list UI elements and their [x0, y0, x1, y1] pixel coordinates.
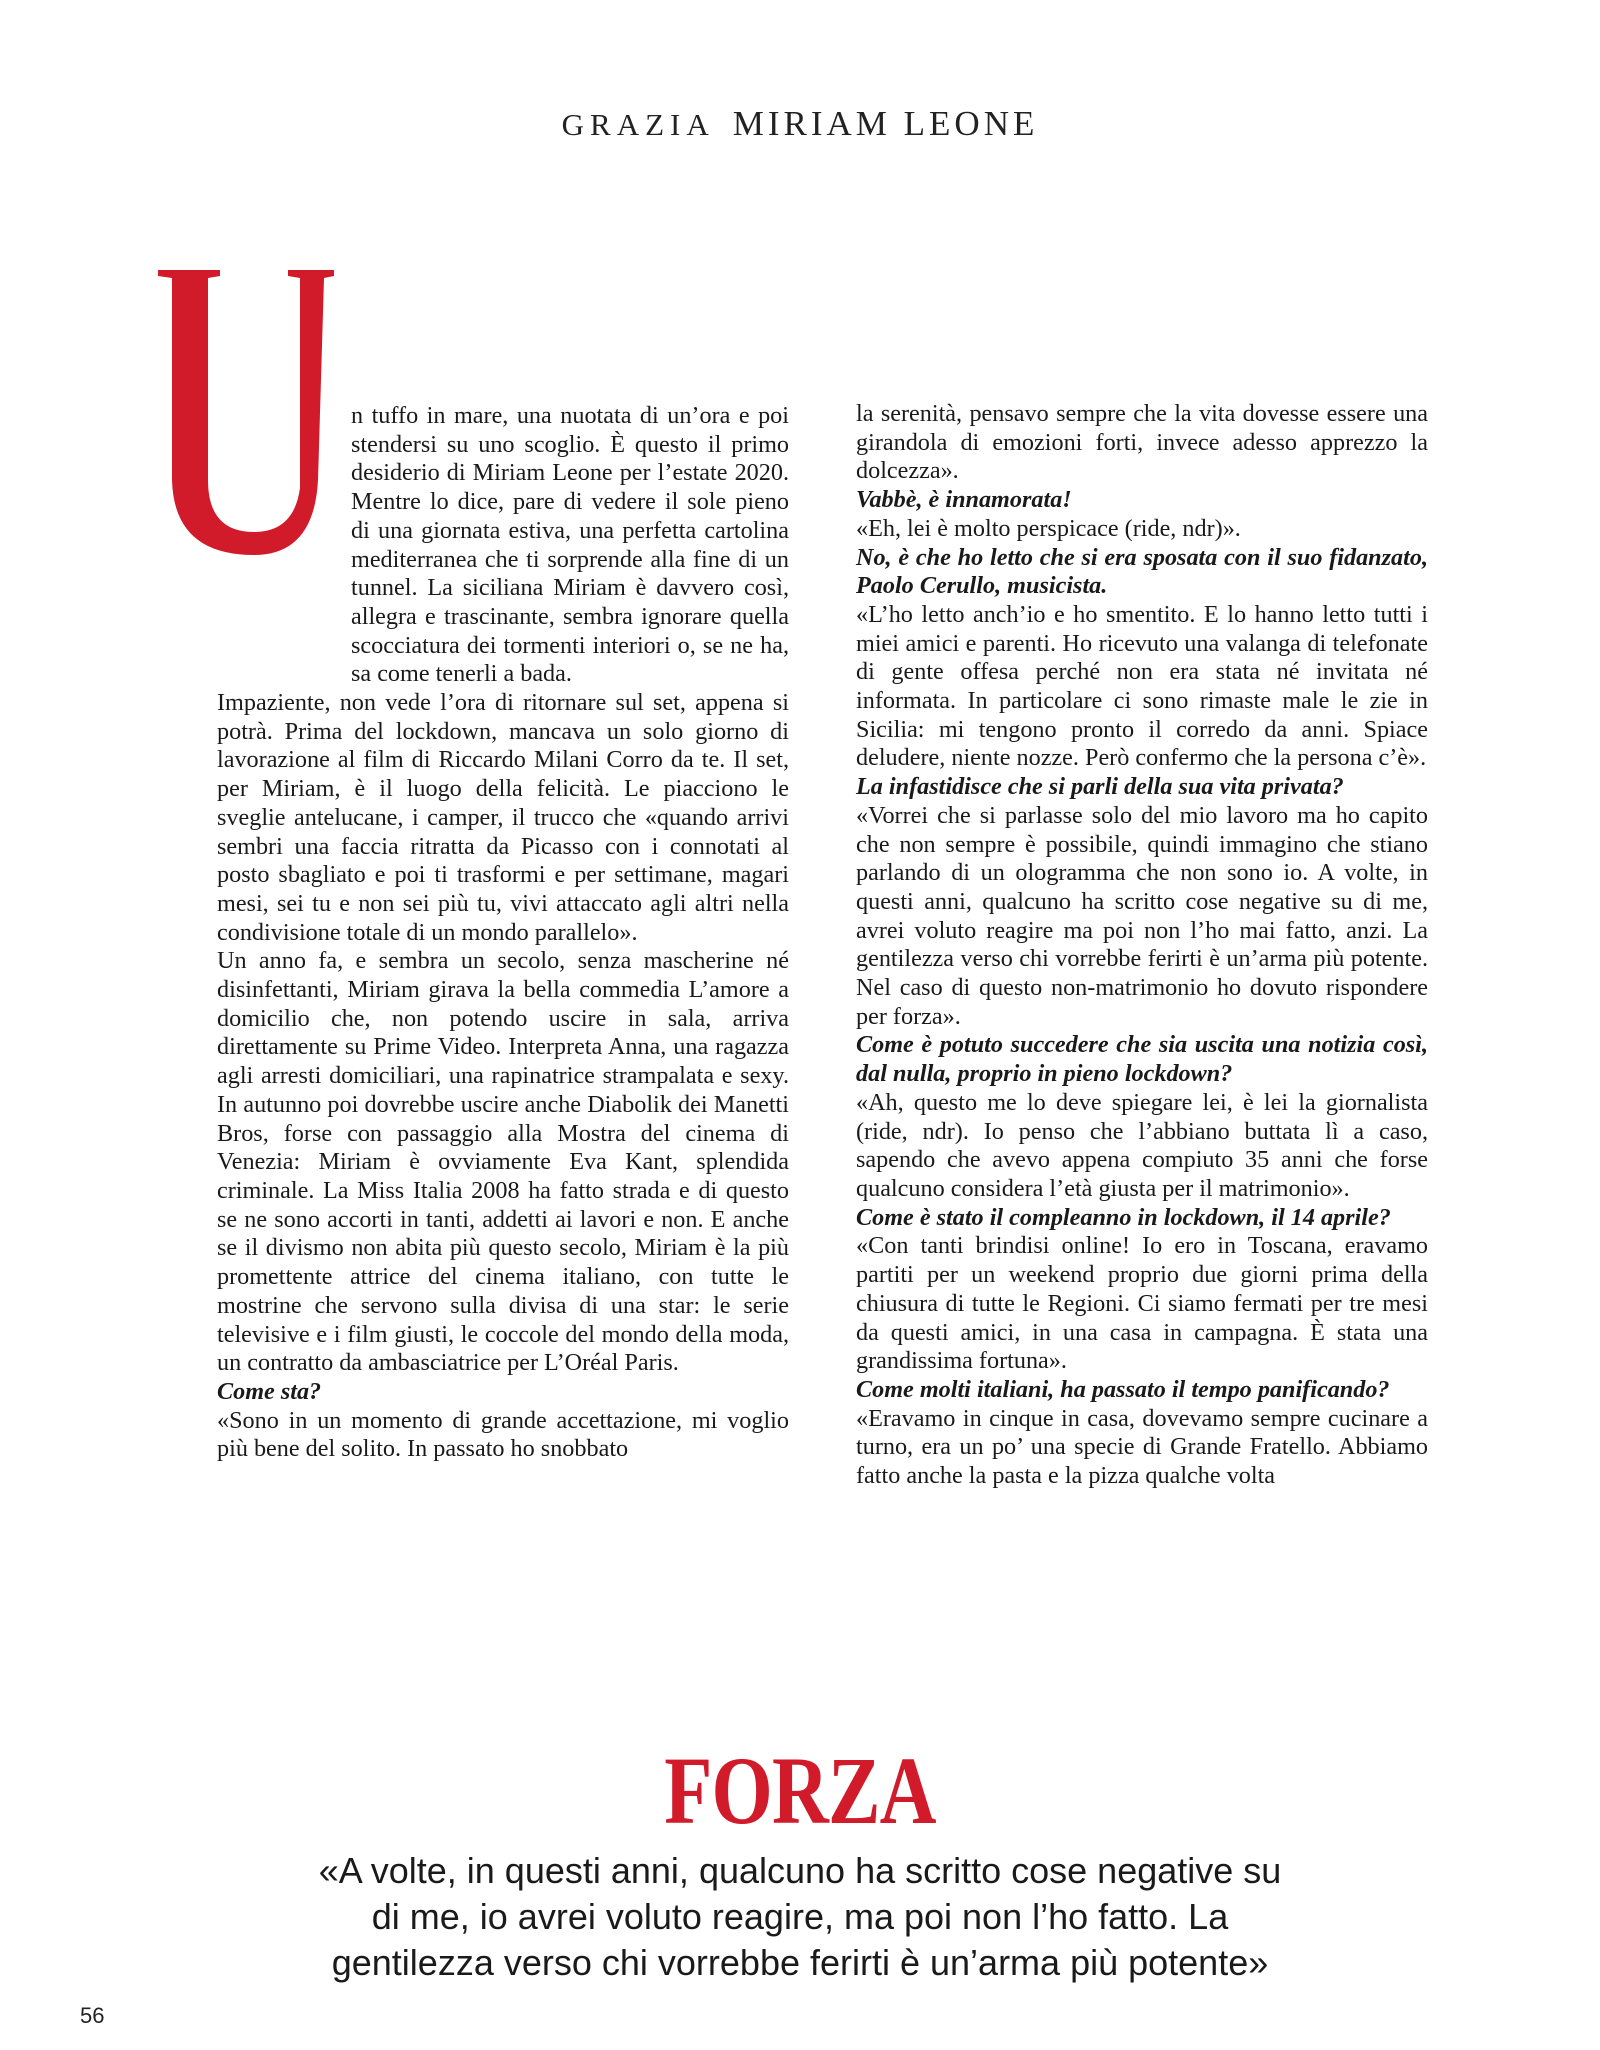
masthead: [0, 104, 1600, 144]
paragraph: «Ah, questo me lo deve spiegare lei, è lei la giornalista (ride, ndr). Io penso che l’abbiano buttata lì a caso, sapendo che avevo appena compiuto 35 anni che forse qualcuno considera l’età giusta per il matrimonio».: [856, 1088, 1428, 1202]
page-number: 56: [80, 2003, 105, 2028]
paragraph: «Eravamo in cinque in casa, dovevamo sempre cucinare a turno, era un po’ una specie di Grande Fratello. Abbiamo fatto anche la pasta e la pizza qualche volta: [856, 1404, 1428, 1490]
paragraph: «Con tanti brindisi online! Io ero in Toscana, eravamo partiti per un weekend proprio due giorni prima della chiusura di tutte le Regioni. Ci siamo fermati per tre mesi da questi amici, in una casa in campagna. È stata una grandissima fortuna».: [856, 1232, 1428, 1375]
interview-question: Come è potuto succedere che sia uscita una notizia così, dal nulla, proprio in pieno lockdown?: [856, 1031, 1428, 1088]
interview-question: Vabbè, è innamorata!: [856, 486, 1072, 514]
article-column-right: [856, 400, 1428, 1491]
interview-question: Come molti italiani, ha passato il tempo panificando?: [856, 1375, 1390, 1403]
article-column-left: [217, 402, 789, 1464]
paragraph: la serenità, pensavo sempre che la vita dovesse essere una girandola di emozioni forti, invece adesso apprezzo la dolcezza».: [856, 400, 1428, 485]
paragraph: «L’ho letto anch’io e ho smentito. E lo hanno letto tutti i miei amici e parenti. Ho ricevuto una valanga di telefonate di gente offesa perché non era stata né invitata né informata. In particolare ci sono rimaste male le zie in Sicilia: mi tengono pronto il corredo da anni. Spiace deludere, niente nozze. Però confermo che la persona c’è».: [856, 600, 1428, 772]
paragraph: Un anno fa, e sembra un secolo, senza mascherine né disinfettanti, Miriam girava la bella commedia L’amore a domicilio che, non potendo uscire in sala, arriva direttamente su Prime Video. Interpreta Anna, una ragazza agli arresti domiciliari, una rapinatrice strampalata e sexy. In autunno poi dovrebbe uscire anche Diabolik dei Manetti Bros, forse con passaggio alla Mostra del cinema di Venezia: Miriam è ovviamente Eva Kant, splendida criminale. La Miss Italia 2008 ha fatto strada e di questo se ne sono accorti in tanti, addetti ai lavori e non. E anche se il divismo non abita più questo secolo, Miriam è la più promettente attrice del cinema italiano, con tutte le mostrine che servono sulla divisa di una star: le serie televisive e i film giusti, le coccole del mondo della moda, un contratto da ambasciatrice per L’Oréal Paris.: [217, 947, 789, 1377]
lead-paragraph: n tuffo in mare, una nuotata di un’ora e poi stendersi su uno scoglio. È questo il primo desiderio di Miriam Leone per l’estate 2020. Mentre lo dice, pare di vedere il sole pieno di una giornata estiva, una perfetta cartolina mediterranea che ti sorprende alla fine di un tunnel. La siciliana Miriam è davvero così, allegra e trascinante, sembra ignorare quella scocciatura dei tormenti interiori o, se ne ha, sa come tenerli a bada.: [351, 402, 789, 688]
paragraph: «Sono in un momento di grande accettazione, mi voglio più bene del solito. In passato ho snobbato: [217, 1406, 789, 1463]
article-subject: MIRIAM LEONE: [732, 104, 1039, 143]
interview-question: Come sta?: [217, 1377, 322, 1405]
paragraph: «Vorrei che si parlasse solo del mio lavoro ma ho capito che non sempre è possibile, quindi immagino che stiano parlando di un ologramma che non sono io. A volte, in questi anni, qualcuno ha scritto cose negative su di me, avrei voluto reagire ma poi non l’ho mai fatto, anzi. La gentilezza verso chi vorrebbe ferirti è un’arma più potente. Nel caso di questo non-matrimonio ho dovuto rispondere per forza».: [856, 801, 1428, 1030]
pull-quote-title: FORZA: [664, 1737, 936, 1844]
paragraph: Impaziente, non vede l’ora di ritornare sul set, appena si potrà. Prima del lockdown, mancava un solo giorno di lavorazione al film di Riccardo Milani Corro da te. Il set, per Miriam, è il luogo della felicità. Le piacciono le sveglie antelucane, i camper, il trucco che «quando arrivi sembri una faccia ritratta da Picasso con i connotati al posto sbagliato e poi ti trasformi e per settimane, magari mesi, sei tu e non sei più tu, vivi attaccato agli altri nella condivisione totale di un mondo parallelo».: [217, 689, 789, 946]
magazine-brand: GRAZIA: [561, 107, 715, 142]
interview-question: Come è stato il compleanno in lockdown, il 14 aprile?: [856, 1203, 1391, 1231]
pull-quote-text: «A volte, in questi anni, qualcuno ha scritto cose negative su di me, io avrei voluto reagire, ma poi non l’ho fatto. La gentilezza verso chi vorrebbe ferirti è un’arma più potente»: [318, 1850, 1282, 1983]
interview-question: No, è che ho letto che si era sposata con il suo fidanzato, Paolo Cerullo, musicista.: [856, 543, 1428, 600]
paragraph: «Eh, lei è molto perspicace (ride, ndr)».: [856, 514, 1241, 542]
interview-question: La infastidisce che si parli della sua vita privata?: [856, 773, 1344, 801]
